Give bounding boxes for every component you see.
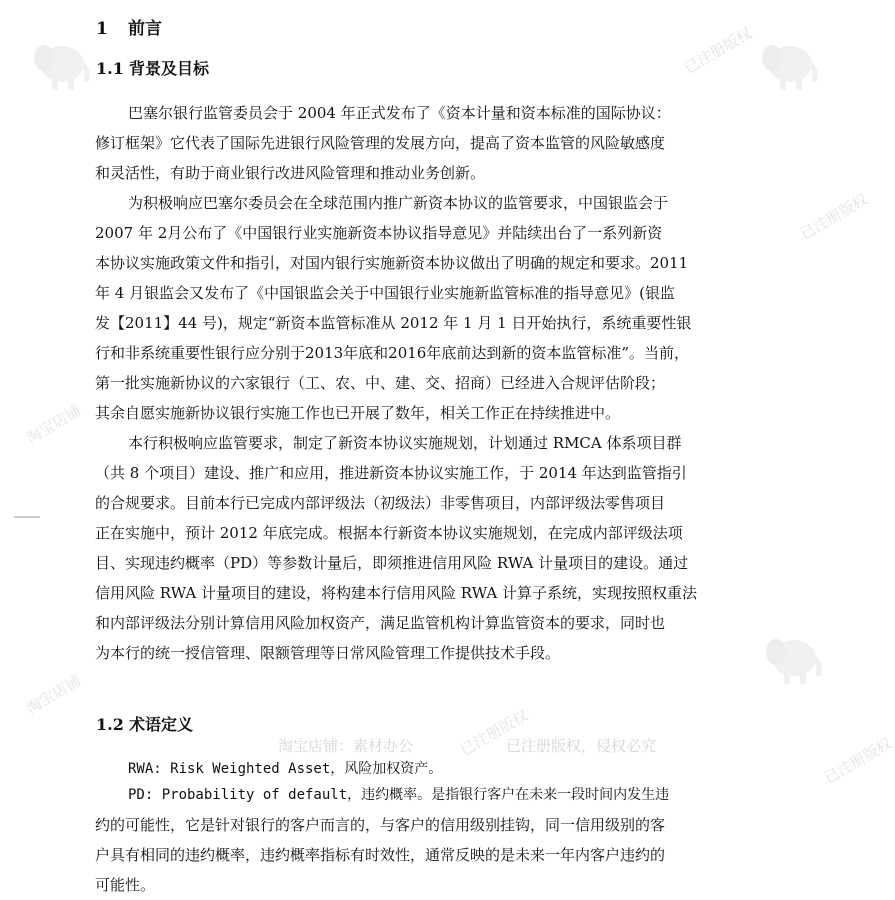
paragraph-line: 信用风险 RWA 计量项目的建设，将构建本行信用风险 RWA 计算子系统，实现按照权重法 (95, 584, 698, 602)
paragraph-line: 第一批实施新协议的六家银行（工、农、中、建、交、招商）已经进入合规评估阶段； (95, 374, 666, 392)
paragraph-1 (95, 98, 767, 188)
watermark-text: 淘宝店铺：素材办公 (278, 737, 414, 755)
paragraph-line: 2007 年 2月公布了《中国银行业实施新资本协议指导意见》并陆续出台了一系列新资 (95, 224, 663, 242)
section-1-1-title: 背景及目标 (129, 59, 210, 78)
paragraph-line: 和灵活性，有助于商业银行改进风险管理和推动业务创新。 (95, 164, 486, 182)
paragraph-2 (95, 188, 767, 428)
heading-1 (96, 14, 162, 39)
watermark-text: 已注册版权，侵权必究 (506, 737, 657, 755)
elephant-watermark-icon (28, 36, 92, 94)
margin-dash (14, 516, 40, 518)
section-1-1-number: 1.1 (96, 59, 124, 78)
section-1-1-heading (96, 56, 209, 79)
section-1-2-heading (96, 712, 193, 735)
paragraph-line: 发【2011】44 号)，规定“新资本监管标准从 2012 年 1 月 1 日开始执行，系统重要性银 (95, 314, 692, 332)
paragraph-line: 年 4 月银监会又发布了《中国银监会关于中国银行业实施新监管标准的指导意见》(银监 (95, 284, 675, 302)
paragraph-line: 的合规要求。目前本行已完成内部评级法（初级法）非零售项目，内部评级法零售项目 (95, 494, 666, 512)
paragraph-line: 可能性。 (95, 876, 156, 894)
paragraph-line: 户具有相同的违约概率，违约概率指标有时效性，通常反映的是未来一年内客户违约的 (95, 846, 666, 864)
paragraph-line: 本协议实施政策文件和指引，对国内银行实施新资本协议做出了明确的规定和要求。2011 (95, 254, 689, 272)
paragraph-line: 巴塞尔银行监管委员会于 2004 年正式发布了《资本计量和资本标准的国际协议： (128, 104, 671, 122)
section-1-2-title: 术语定义 (129, 715, 194, 734)
watermark-text: 已注册版权 (681, 24, 755, 78)
heading-1-title: 前言 (128, 19, 162, 39)
paragraph-line: 正在实施中，预计 2012 年底完成。根据本行新资本协议实施规划，在完成内部评级法项 (95, 524, 683, 542)
paragraph-line: 目、实现违约概率（PD）等参数计量后，即须推进信用风险 RWA 计量项目的建设。通过 (95, 554, 689, 572)
paragraph-line: 为积极响应巴塞尔委员会在全球范围内推广新资本协议的监管要求，中国银监会于 (128, 194, 669, 212)
watermark-text: 已注册版权 (821, 734, 895, 788)
heading-1-number: 1 (96, 19, 108, 39)
term-rwa-line: RWA: Risk Weighted Asset，风险加权资产。 (128, 761, 443, 777)
paragraph-line: 其余自愿实施新协议银行实施工作也已开展了数年，相关工作正在持续推进中。 (95, 404, 621, 422)
paragraph-line: 修订框架》它代表了国际先进银行风险管理的发展方向，提高了资本监管的风险敏感度 (95, 134, 666, 152)
paragraph-3 (95, 428, 767, 668)
paragraph-line: 和内部评级法分别计算信用风险加权资产，满足监管机构计算监管资本的要求，同时也 (95, 614, 666, 632)
paragraph-line: 为本行的统一授信管理、限额管理等日常风险管理工作提供技术手段。 (95, 644, 561, 662)
elephant-watermark-icon (760, 630, 824, 688)
term-pd (95, 780, 767, 900)
paragraph-line: （共 8 个项目）建设、推广和应用，推进新资本协议实施工作，于 2014 年达到监管指引 (95, 464, 687, 482)
watermark-text: 淘宝店铺 (23, 401, 84, 448)
section-1-2-number: 1.2 (96, 715, 124, 734)
paragraph-line: 本行积极响应监管要求，制定了新资本协议实施规划，计划通过 RMCA 体系项目群 (128, 434, 682, 452)
watermark-text: 已注册版权 (797, 190, 871, 244)
watermark-text: 已注册版权 (457, 706, 531, 760)
elephant-watermark-icon (756, 36, 820, 94)
paragraph-line: 约的可能性，它是针对银行的客户而言的，与客户的信用级别挂钩，同一信用级别的客 (95, 816, 666, 834)
watermark-text: 淘宝店铺 (23, 671, 84, 718)
paragraph-line: PD: Probability of default，违约概率。是指银行客户在未来一段时间内发生违 (128, 787, 670, 803)
paragraph-line: 行和非系统重要性银行应分别于2013年底和2016年底前达到新的资本监管标准”。当前， (95, 344, 690, 362)
